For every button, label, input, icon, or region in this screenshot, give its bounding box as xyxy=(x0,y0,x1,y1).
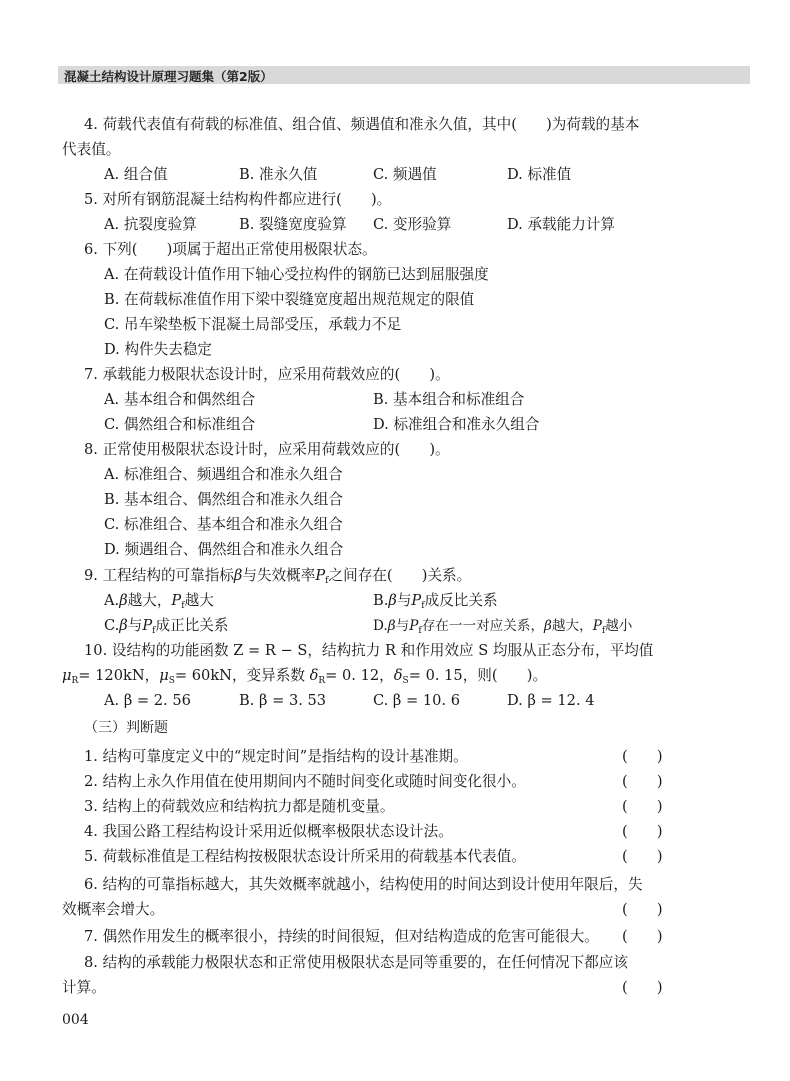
q9-option-d: D.β与$P_f$存在一一对应关系，β越大，$P_f$越小 xyxy=(373,618,633,636)
q4-option-c: C. 频遇值 xyxy=(373,166,437,183)
q6-option-b: B. 在荷载标准值作用下梁中裂缝宽度超出规范规定的限值 xyxy=(104,291,475,308)
page-number: 004 xyxy=(62,1012,89,1028)
tf-item-7: 7. 偶然作用发生的概率很小，持续的时间很短，但对结构造成的危害可能很大。 xyxy=(84,928,599,945)
book-title: 混凝土结构设计原理习题集（第2版） xyxy=(64,69,273,84)
q8-stem: 8. 正常使用极限状态设计时，应采用荷载效应的( )。 xyxy=(84,441,450,458)
q9-option-a: A.β越大，$P_f$越大 xyxy=(104,592,214,611)
q9-option-c: C.β与$P_f$成正比关系 xyxy=(104,617,229,636)
q7-option-c: C. 偶然组合和标准组合 xyxy=(104,416,256,433)
tf-item-3: 3. 结构上的荷载效应和结构抗力都是随机变量。 xyxy=(84,798,395,815)
q5-option-d: D. 承载能力计算 xyxy=(507,216,616,233)
q6-option-c: C. 吊车梁垫板下混凝土局部受压，承载力不足 xyxy=(104,316,402,333)
q6-option-a: A. 在荷载设计值作用下轴心受拉构件的钢筋已达到屈服强度 xyxy=(104,266,489,283)
q5-stem: 5. 对所有钢筋混凝土结构构件都应进行( )。 xyxy=(84,191,392,208)
q6-stem: 6. 下列( )项属于超出正常使用极限状态。 xyxy=(84,241,377,258)
q9-stem: 9. 工程结构的可靠指标β与失效概率$P_f$之间存在( )关系。 xyxy=(84,567,472,586)
q7-option-b: B. 基本组合和标准组合 xyxy=(373,391,525,408)
q7-option-a: A. 基本组合和偶然组合 xyxy=(104,391,256,408)
q4-stem-line2: 代表值。 xyxy=(62,141,121,158)
tf-answer-blank-8: ( ) xyxy=(622,979,663,996)
q6-option-d: D. 构件失去稳定 xyxy=(104,341,213,358)
running-header xyxy=(58,66,750,84)
q8-option-d: D. 频遇组合、偶然组合和准永久组合 xyxy=(104,541,344,558)
q10-option-b: B. β = 3. 53 xyxy=(239,692,327,709)
q4-option-a: A. 组合值 xyxy=(104,166,168,183)
q4-option-d: D. 标准值 xyxy=(507,166,572,183)
q8-option-a: A. 标准组合、频遇组合和准永久组合 xyxy=(104,466,343,483)
q10-stem-line1: 10. 设结构的功能函数 Z = R − S，结构抗力 R 和作用效应 S 均服从正态分布，平均值 xyxy=(84,642,654,659)
tf-item-6-line1: 6. 结构的可靠指标越大，其失效概率就越小，结构使用的时间达到设计使用年限后，失 xyxy=(84,876,643,893)
tf-answer-blank-3: ( ) xyxy=(622,798,663,815)
q8-option-b: B. 基本组合、偶然组合和准永久组合 xyxy=(104,491,343,508)
q7-stem: 7. 承载能力极限状态设计时，应采用荷载效应的( )。 xyxy=(84,366,450,383)
q10-stem-line2: $\mu_R= 120kN$，$\mu_S= 60kN$，变异系数 $\delta_R= 0$. 12，$\delta_S= 0$. 15，则( )。 xyxy=(62,667,548,686)
q5-option-c: C. 变形验算 xyxy=(373,216,452,233)
q8-option-c: C. 标准组合、基本组合和准永久组合 xyxy=(104,516,343,533)
q5-option-b: B. 裂缝宽度验算 xyxy=(239,216,347,233)
tf-answer-blank-6: ( ) xyxy=(622,901,663,918)
section-title-true-false: （三）判断题 xyxy=(84,720,168,736)
tf-answer-blank-2: ( ) xyxy=(622,773,663,790)
tf-item-2: 2. 结构上永久作用值在使用期间内不随时间变化或随时间变化很小。 xyxy=(84,773,526,790)
q7-option-d: D. 标准组合和准永久组合 xyxy=(373,416,540,433)
tf-item-8-line2: 计算。 xyxy=(62,979,106,996)
q4-stem-line1: 4. 荷载代表值有荷载的标准值、组合值、频遇值和准永久值，其中( )为荷载的基本 xyxy=(84,116,640,133)
tf-answer-blank-4: ( ) xyxy=(622,823,663,840)
tf-item-1: 1. 结构可靠度定义中的“规定时间”是指结构的设计基准期。 xyxy=(84,748,468,765)
q9-option-b: B.β与$P_f$成反比关系 xyxy=(373,592,498,611)
tf-item-6-line2: 效概率会增大。 xyxy=(62,901,165,918)
tf-item-4: 4. 我国公路工程结构设计采用近似概率极限状态设计法。 xyxy=(84,823,453,840)
q5-option-a: A. 抗裂度验算 xyxy=(104,216,197,233)
tf-answer-blank-7: ( ) xyxy=(622,928,663,945)
q10-option-c: C. β = 10. 6 xyxy=(373,692,460,709)
tf-item-5: 5. 荷载标准值是工程结构按极限状态设计所采用的荷载基本代表值。 xyxy=(84,848,526,865)
tf-answer-blank-1: ( ) xyxy=(622,748,663,765)
q10-option-a: A. β = 2. 56 xyxy=(104,692,191,709)
q10-option-d: D. β = 12. 4 xyxy=(507,692,595,709)
q4-option-b: B. 准永久值 xyxy=(239,166,318,183)
tf-answer-blank-5: ( ) xyxy=(622,848,663,865)
tf-item-8-line1: 8. 结构的承载能力极限状态和正常使用极限状态是同等重要的，在任何情况下都应该 xyxy=(84,954,628,971)
